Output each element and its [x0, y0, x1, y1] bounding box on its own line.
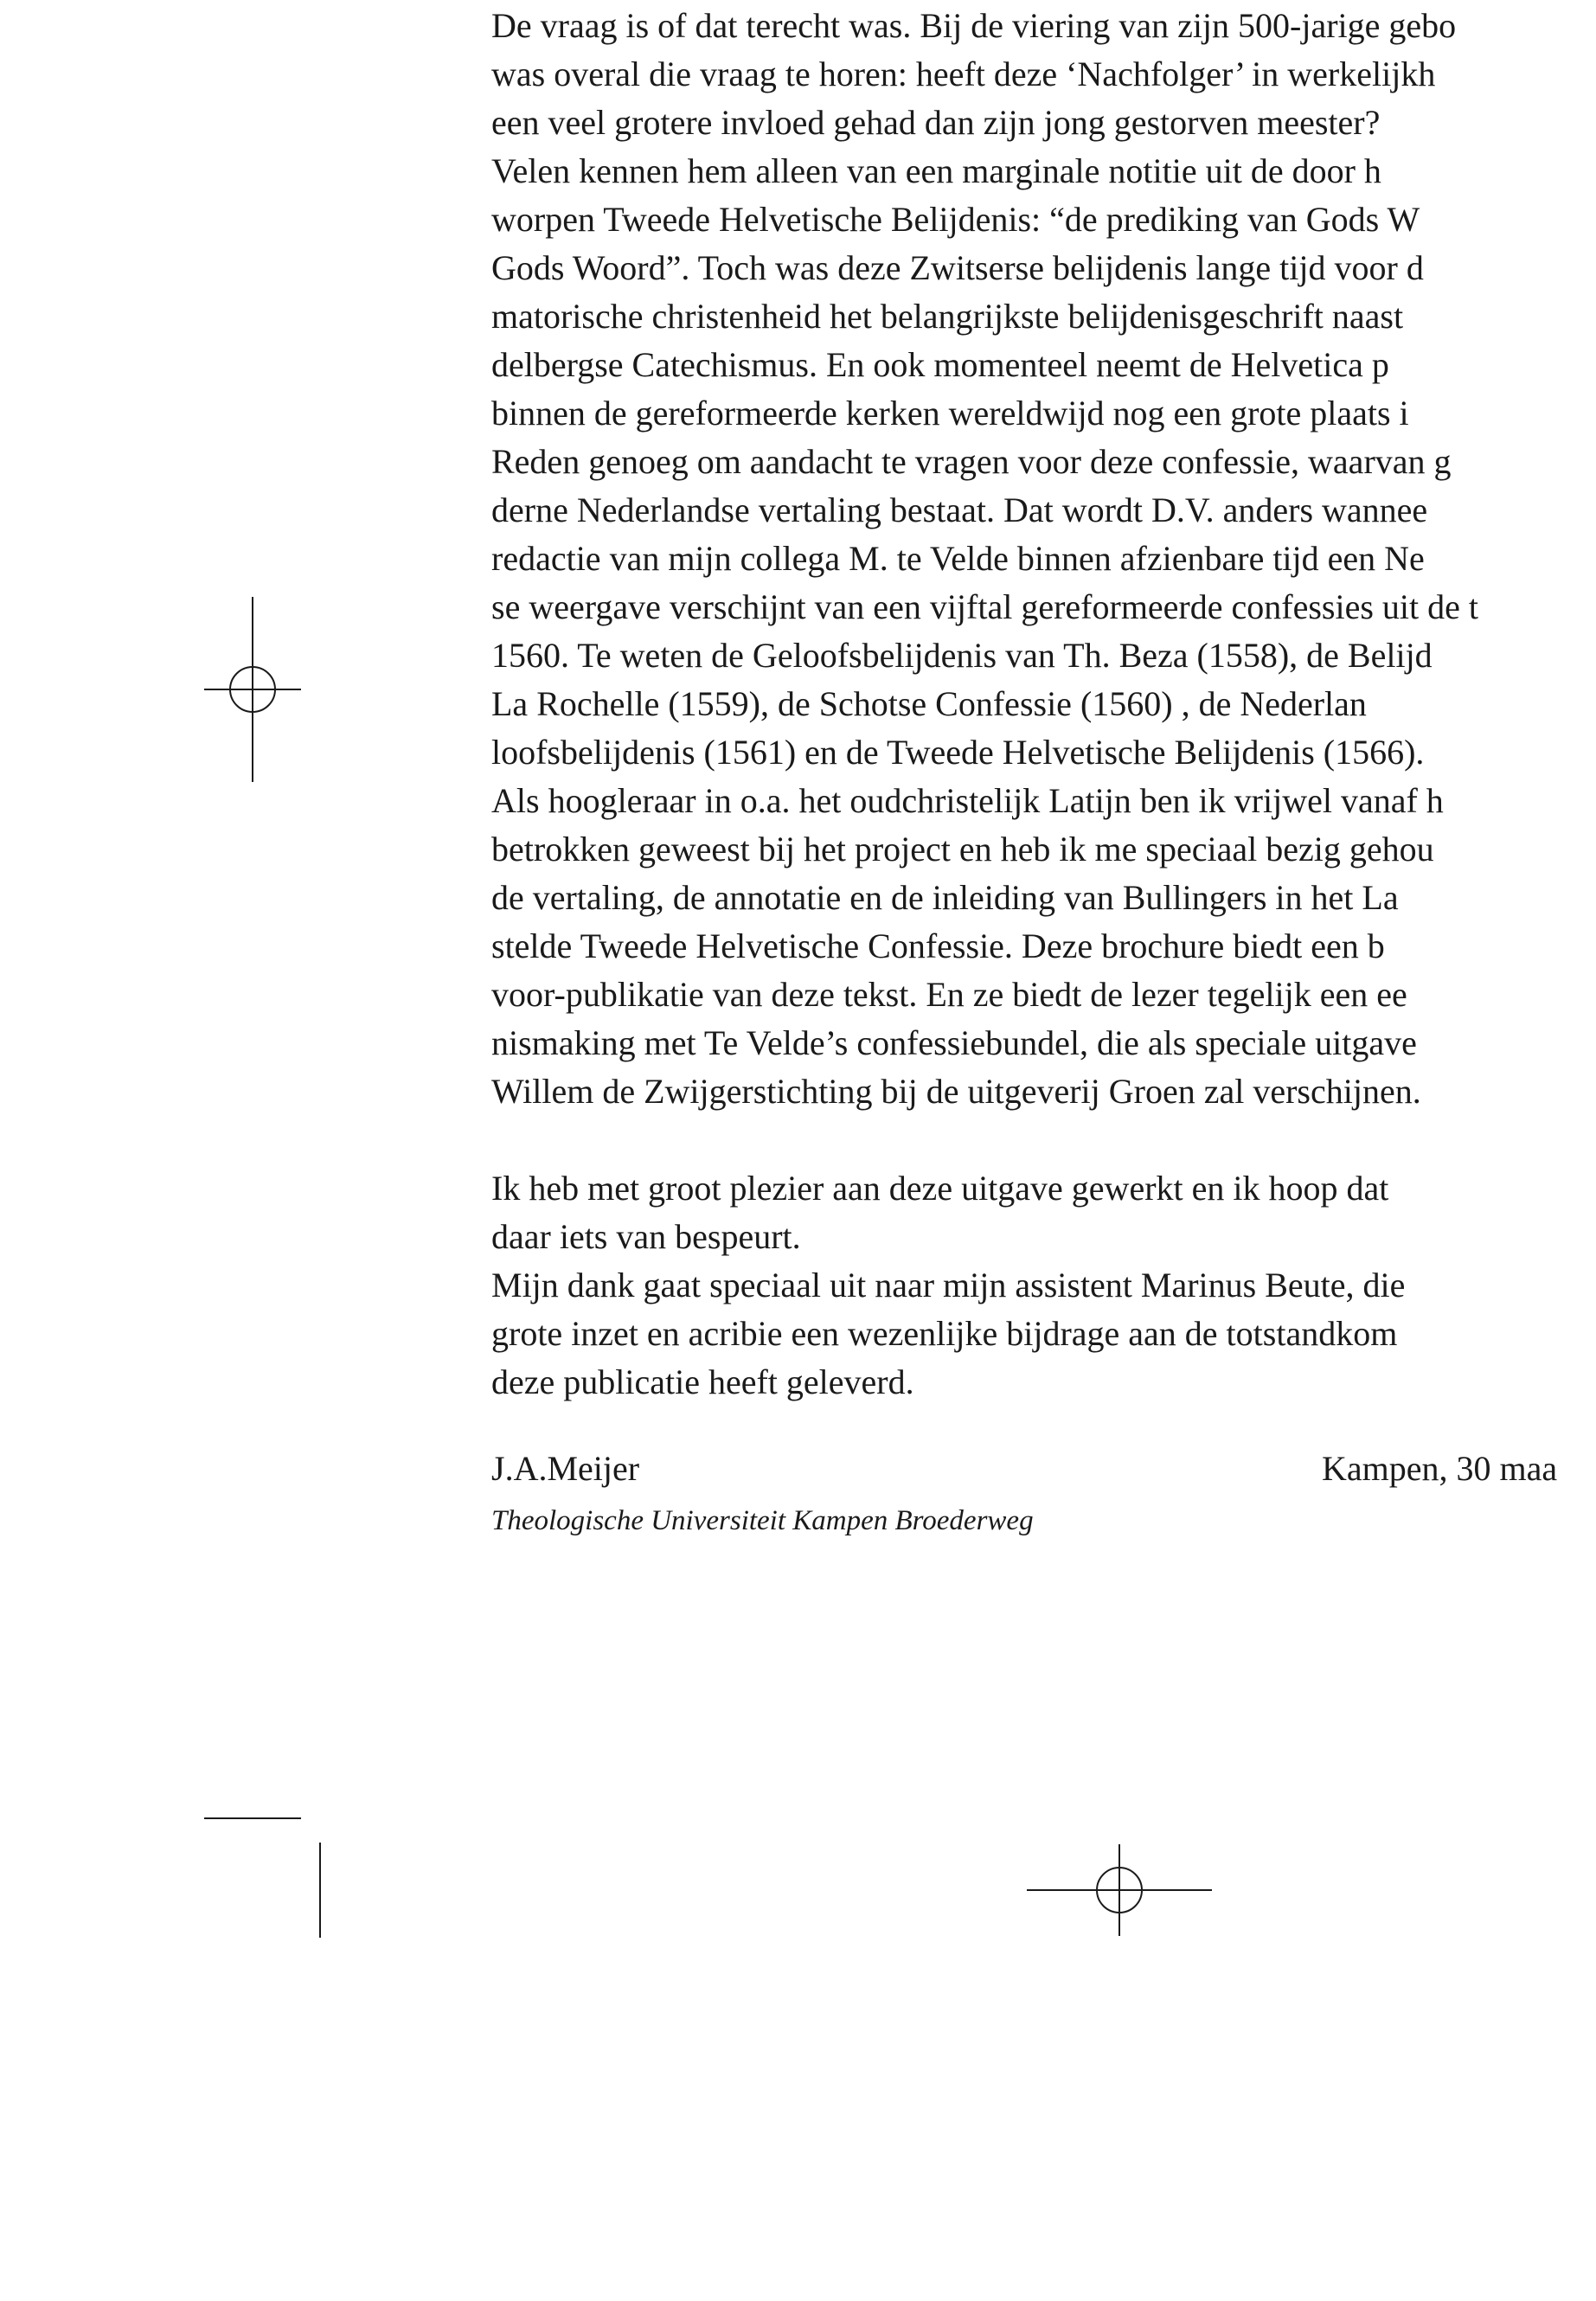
text-line: redactie van mijn collega M. te Velde binnen afzienbare tijd een Ne [491, 539, 1425, 578]
text-line: nismaking met Te Velde’s confessiebundel, die als speciale uitgave [491, 1023, 1417, 1062]
text-line: was overal die vraag te horen: heeft deze ‘Nachfolger’ in werkelijkh [491, 54, 1436, 93]
text-line: stelde Tweede Helvetische Confessie. Deze brochure biedt een b [491, 926, 1385, 965]
text-line: 1560. Te weten de Geloofsbelijdenis van Th. Beza (1558), de Belijd [491, 636, 1433, 675]
text-line: De vraag is of dat terecht was. Bij de viering van zijn 500-jarige gebo [491, 6, 1457, 45]
text-line: matorische christenheid het belangrijkste belijdenisgeschrift naast [491, 297, 1404, 336]
page-body [491, 2, 1596, 1538]
text-line: voor-publikatie van deze tekst. En ze biedt de lezer tegelijk een ee [491, 975, 1407, 1014]
text-line: worpen Tweede Helvetische Belijdenis: “de prediking van Gods W [491, 200, 1420, 239]
crop-mark-horizontal [204, 1817, 301, 1820]
signature-row [491, 1445, 1596, 1493]
text-line: delbergse Catechismus. En ook momenteel neemt de Helvetica p [491, 345, 1389, 384]
text-line: loofsbelijdenis (1561) en de Tweede Helvetische Belijdenis (1566). [491, 733, 1425, 772]
text-line: Mijn dank gaat speciaal uit naar mijn assistent Marinus Beute, die [491, 1266, 1406, 1304]
signature-gap [491, 1407, 1596, 1445]
text-line: de vertaling, de annotatie en de inleiding van Bullingers in het La [491, 878, 1399, 917]
text-line: Velen kennen hem alleen van een marginale notitie uit de door h [491, 151, 1381, 190]
author-affiliation: Theologische Universiteit Kampen Broederweg [491, 1505, 1034, 1536]
text-line: deze publicatie heeft geleverd. [491, 1362, 914, 1401]
place-date: Kampen, 30 maa [1322, 1449, 1558, 1488]
text-line: Reden genoeg om aandacht te vragen voor deze confessie, waarvan g [491, 442, 1452, 481]
author-name: J.A.Meijer [491, 1449, 640, 1488]
registration-mark-bottom [1027, 1844, 1212, 1936]
body-paragraphs [491, 2, 1596, 1116]
text-line: Gods Woord”. Toch was deze Zwitserse belijdenis lange tijd voor d [491, 248, 1424, 287]
text-line: binnen de gereformeerde kerken wereldwijd nog een grote plaats i [491, 394, 1409, 433]
registration-mark-left [204, 597, 301, 782]
text-line: een veel grotere invloed gehad dan zijn jong gestorven meester? [491, 103, 1381, 142]
crop-mark-vertical [318, 1843, 322, 1938]
text-line: La Rochelle (1559), de Schotse Confessie (1560) , de Nederlan [491, 684, 1367, 723]
text-line: Ik heb met groot plezier aan deze uitgave gewerkt en ik hoop dat [491, 1169, 1389, 1208]
text-line: derne Nederlandse vertaling bestaat. Dat wordt D.V. anders wannee [491, 490, 1428, 529]
text-line: daar iets van bespeurt. [491, 1217, 801, 1256]
text-line: Als hoogleraar in o.a. het oudchristelijk Latijn ben ik vrijwel vanaf h [491, 781, 1444, 820]
text-line: betrokken geweest bij het project en heb ik me speciaal bezig gehou [491, 830, 1434, 868]
text-line: se weergave verschijnt van een vijftal gereformeerde confessies uit de t [491, 587, 1478, 626]
text-line: grote inzet en acribie een wezenlijke bijdrage aan de totstandkom [491, 1314, 1398, 1353]
text-line: Willem de Zwijgerstichting bij de uitgeverij Groen zal verschijnen. [491, 1072, 1421, 1111]
closing-paragraph [491, 1164, 1596, 1407]
paragraph-gap [491, 1116, 1596, 1164]
